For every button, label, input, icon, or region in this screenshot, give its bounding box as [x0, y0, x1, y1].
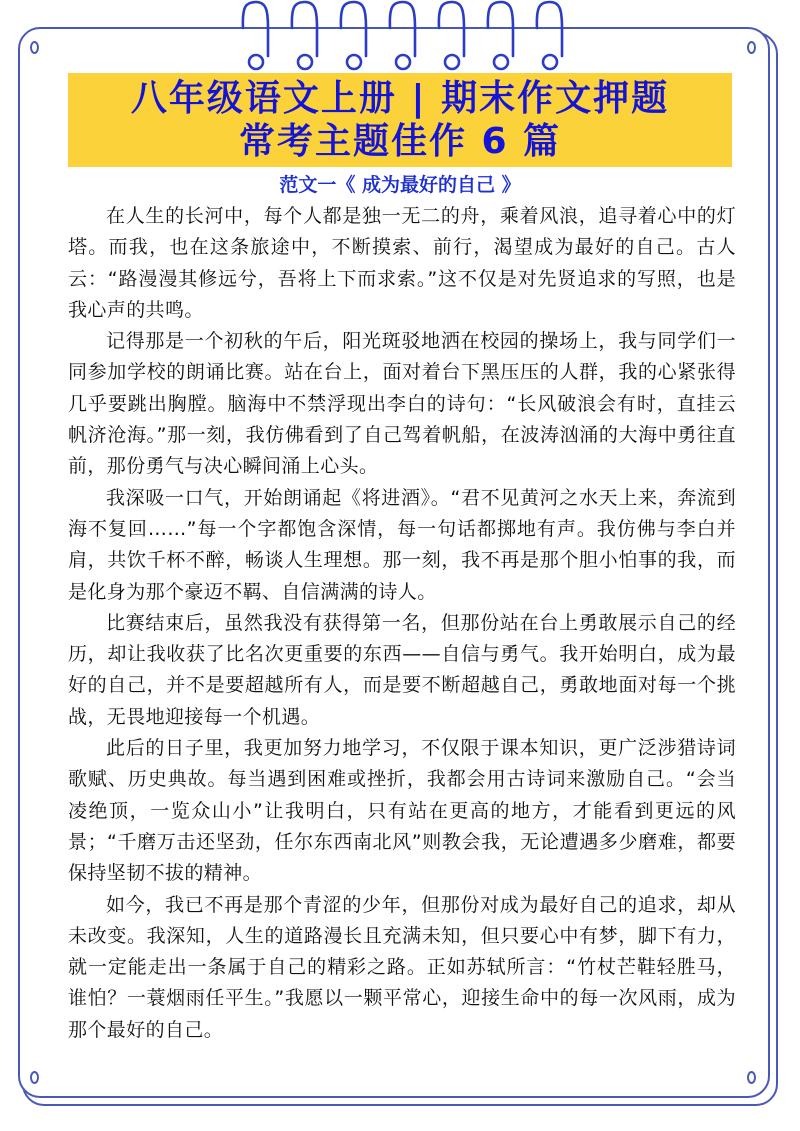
page-subtitle: 常考主题佳作 6 篇 — [238, 121, 562, 162]
paragraph: 记得那是一个初秋的午后，阳光斑驳地洒在校园的操场上，我与同学们一同参加学校的朗诵比赛。站在台上，面对着台下黑压压的人群，我的心紧张得几乎要跳出胸膛。脑海中不禁浮现出李白的诗句：“长风破浪会有时，直挂云帆济沧海。”那一刻，我仿佛看到了自己驾着帆船，在波涛汹涌的大海中勇往直前，那份勇气与决心瞬间涌上心头。 — [68, 330, 736, 478]
paragraph: 此后的日子里，我更加努力地学习，不仅限于课本知识，更广泛涉猎诗词歌赋、历史典故。每当遇到困难或挫折，我都会用古诗词来激励自己。“会当凌绝顶，一览众山小”让我明白，只有站在更高的地方，才能看到更远的风景；“千磨万击还坚劲，任尔东西南北风”则教会我，无论遭遇多少磨难，都要保持坚韧不拔的精神。 — [68, 737, 736, 885]
page-title: 八年级语文上册 | 期末作文押题 — [130, 78, 670, 119]
paragraph: 比赛结束后，虽然我没有获得第一名，但那份站在台上勇敢展示自己的经历，却让我收获了比名次更重要的东西——自信与勇气。我开始明白，成为最好的自己，并不是要超越所有人，而是要不断超越自己，勇敢地面对每一个挑战，无畏地迎接每一个机遇。 — [68, 611, 736, 728]
hole-icon-bottom-right — [747, 1071, 756, 1084]
paragraph: 在人生的长河中，每个人都是独一无二的舟，乘着风浪，追寻着心中的灯塔。而我，也在这条旅途中，不断摸索、前行，渴望成为最好的自己。古人云：“路漫漫其修远兮，吾将上下而求索。”这不仅是对先贤追求的写照，也是我心声的共鸣。 — [68, 205, 736, 321]
paragraph: 我深吸一口气，开始朗诵起《将进酒》。“君不见黄河之水天上来，奔流到海不复回……”每一个字都饱含深情，每一句话都掷地有声。我仿佛与李白并肩，共饮千杯不醉，畅谈人生理想。那一刻，我不再是那个胆小怕事的我，而是化身为那个豪迈不羁、自信满满的诗人。 — [68, 486, 736, 603]
hole-icon-bottom-left — [30, 1071, 39, 1084]
paragraph: 如今，我已不再是那个青涩的少年，但那份对成为最好自己的追求，却从未改变。我深知，人生的道路漫长且充满未知，但只要心中有梦，脚下有力，就一定能走出一条属于自己的精彩之路。正如苏轼所言：“竹杖芒鞋轻胜马，谁怕？一蓑烟雨任平生。”我愿以一颗平常心，迎接生命中的每一次风雨，成为那个最好的自己。 — [68, 893, 736, 1041]
essay-title: 范文一《 成为最好的自己 》 — [279, 174, 521, 196]
title-banner — [68, 73, 732, 167]
essay-body — [68, 201, 736, 1046]
spiral-binding-icon — [0, 0, 800, 75]
